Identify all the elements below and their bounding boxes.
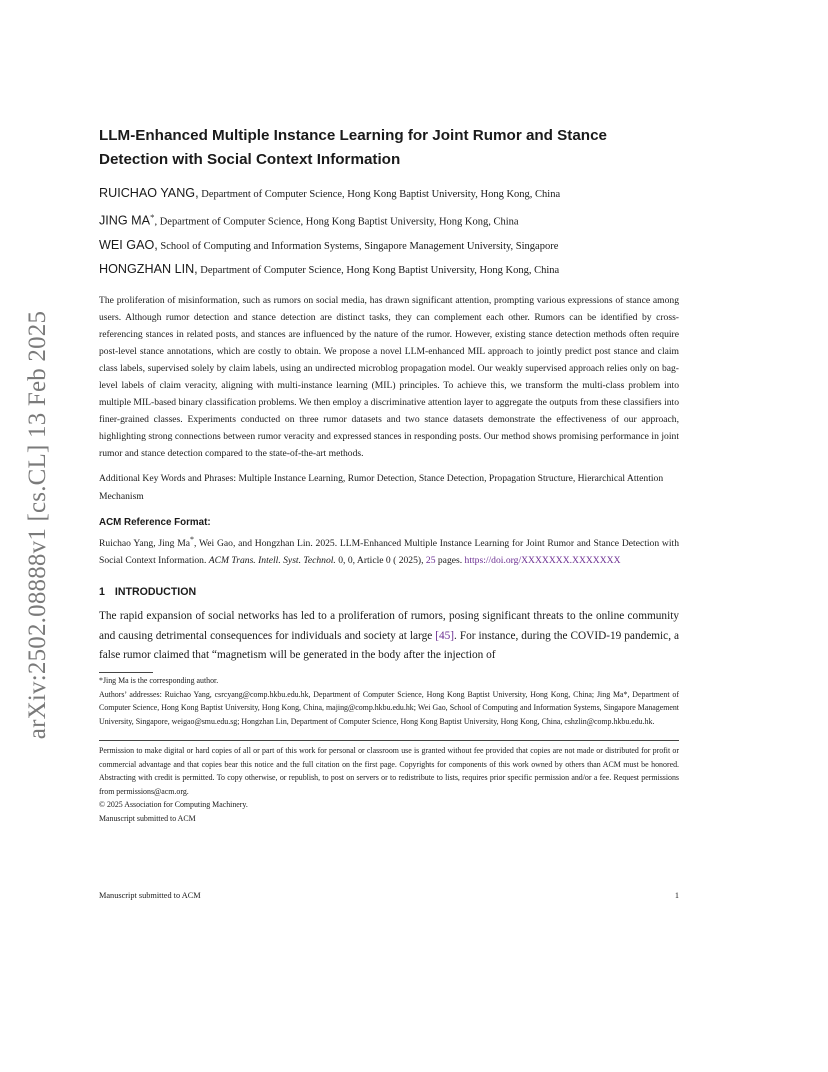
reference-details: 0, 0, Article 0 ( 2025), [335,554,426,566]
author-name: WEI GAO, [99,237,158,252]
footer-manuscript-note: Manuscript submitted to ACM [99,891,201,900]
author-name: JING MA [99,213,151,228]
reference-pages-suffix: pages. [435,554,465,566]
author-entry [99,258,679,282]
reference-format-text [99,531,679,569]
author-name: HONGZHAN LIN, [99,261,198,276]
page-footer [99,890,679,902]
section-heading-introduction [99,583,679,601]
arxiv-identifier: arXiv:2502.08888v1 [cs.CL] 13 Feb 2025 [24,310,52,740]
author-entry [99,206,679,234]
introduction-text-continued: . For instance, during the COVID-19 pandemic, a false rumor claimed that “magnetism will be generated in the body after the injection of [99,629,679,662]
permission-divider [99,740,679,741]
arxiv-sidebar-stamp [22,290,54,760]
paper-first-page [99,124,679,666]
author-entry [99,182,679,206]
corresponding-author-footnote: *Jing Ma is the corresponding author. [99,676,219,685]
reference-pages-link[interactable]: 25 [425,554,436,566]
manuscript-note: Manuscript submitted to ACM [99,813,196,823]
keywords: Additional Key Words and Phrases: Multiple Instance Learning, Rumor Detection, Stance Detection, Propagation Structure, Hierarchical Attention Mechanism [99,473,664,502]
abstract: The proliferation of misinformation, such as rumors on social media, has drawn significant attention, prompting various expressions of stance among users. Although rumor detection and stance detection are distinct tasks, they can complement each other. Rumors can be identified by cross-referencing stances in related posts, and stances are influenced by the nature of the rumor. However, existing stance detection methods often require post-level stance annotations, which are costly to obtain. We propose a novel LLM-enhanced MIL approach to jointly predict post stance and claim class labels, supervised solely by claim labels, using an undirected microblog propagation model. Our weakly supervised approach relies only on bag-level labels of claim veracity, aligning with multi-instance learning (MIL) principles. To achieve this, we transform the multi-class problem into multiple MIL-based binary classification problems. We then employ a discriminative attention layer to aggregate the outputs from these classifiers into finer-grained classes. Experiments conducted on three rumor datasets and two stance datasets demonstrate the effectiveness of our approach, highlighting strong connections between rumor veracity and expressed stances in responding posts. Our method shows promising performance in joint rumor and stance detection compared to the state-of-the-art methods. [99,294,679,460]
author-affiliation: Department of Computer Science, Hong Kong Baptist University, Hong Kong, China [197,264,560,276]
footnotes [99,674,679,728]
citation-link[interactable]: [45] [435,629,455,642]
author-affiliation: , Department of Computer Science, Hong Kong Baptist University, Hong Kong, China [154,216,519,228]
authors-addresses-footnote: Authors’ addresses: Ruichao Yang, csrcyang@comp.hkbu.edu.hk, Department of Computer Science, Hong Kong Baptist University, Hong Kong, China; Jing Ma*, Department of Computer Science, Hong Kong Baptist University, Hong Kong, China, majing@comp.hkbu.edu.hk; Wei Gao, School of Computing and Information Systems, Singapore Management University, Singapore, weigao@smu.edu.sg; Hongzhan Lin, Department of Computer Science, Hong Kong Baptist University, Hong Kong, China, cshzlin@comp.hkbu.edu.hk. [99,689,679,726]
reference-journal: ACM Trans. Intell. Syst. Technol. [208,554,336,566]
doi-link[interactable]: https://doi.org/XXXXXXX.XXXXXXX [464,554,621,566]
corresponding-author-mark: * [150,212,155,222]
section-number: 1 [99,585,105,598]
reference-corresponding-mark: * [189,534,194,544]
reference-format-heading: ACM Reference Format: [99,516,211,528]
footnote-divider [99,672,153,673]
author-list [99,182,679,282]
reference-title: , Wei Gao, and Hongzhan Lin. 2025. LLM-Enhanced Multiple Instance Learning for Joint Rumor and Stance Detection with Social Context Information. [99,537,679,566]
permission-notice: Permission to make digital or hard copies of all or part of this work for personal or classroom use is granted without fee provided that copies are not made or distributed for profit or commercial advantage and that copies bear this notice and the full citation on the first page. Copyrights for components of this work owned by others than ACM must be honored. Abstracting with credit is permitted. To copy otherwise, or republish, to post on servers or to redistribute to lists, requires prior specific permission and/or a fee. Request permissions from permissions@acm.org. [99,746,679,796]
author-affiliation: Department of Computer Science, Hong Kong Baptist University, Hong Kong, China [198,189,561,200]
reference-authors: Ruichao Yang, Jing Ma [99,537,190,549]
paper-title-line-1: LLM-Enhanced Multiple Instance Learning for Joint Rumor and Stance [99,127,607,144]
section-title: INTRODUCTION [114,585,197,598]
copyright-line: © 2025 Association for Computing Machinery. [99,800,248,809]
author-entry [99,234,679,258]
author-name: RUICHAO YANG, [99,186,199,200]
introduction-text-start: The rapid expansion of social networks has led to a proliferation of rumors, posing significant threats to the online community and causing detrimental consequences for individuals and society at large [99,609,679,642]
paper-title [99,124,679,172]
page-number: 1 [674,891,679,900]
permission-block [99,744,679,825]
introduction-paragraph [99,607,679,666]
author-affiliation: School of Computing and Information Systems, Singapore Management University, Singapore [157,240,559,252]
paper-title-line-2: Detection with Social Context Information [99,151,401,168]
